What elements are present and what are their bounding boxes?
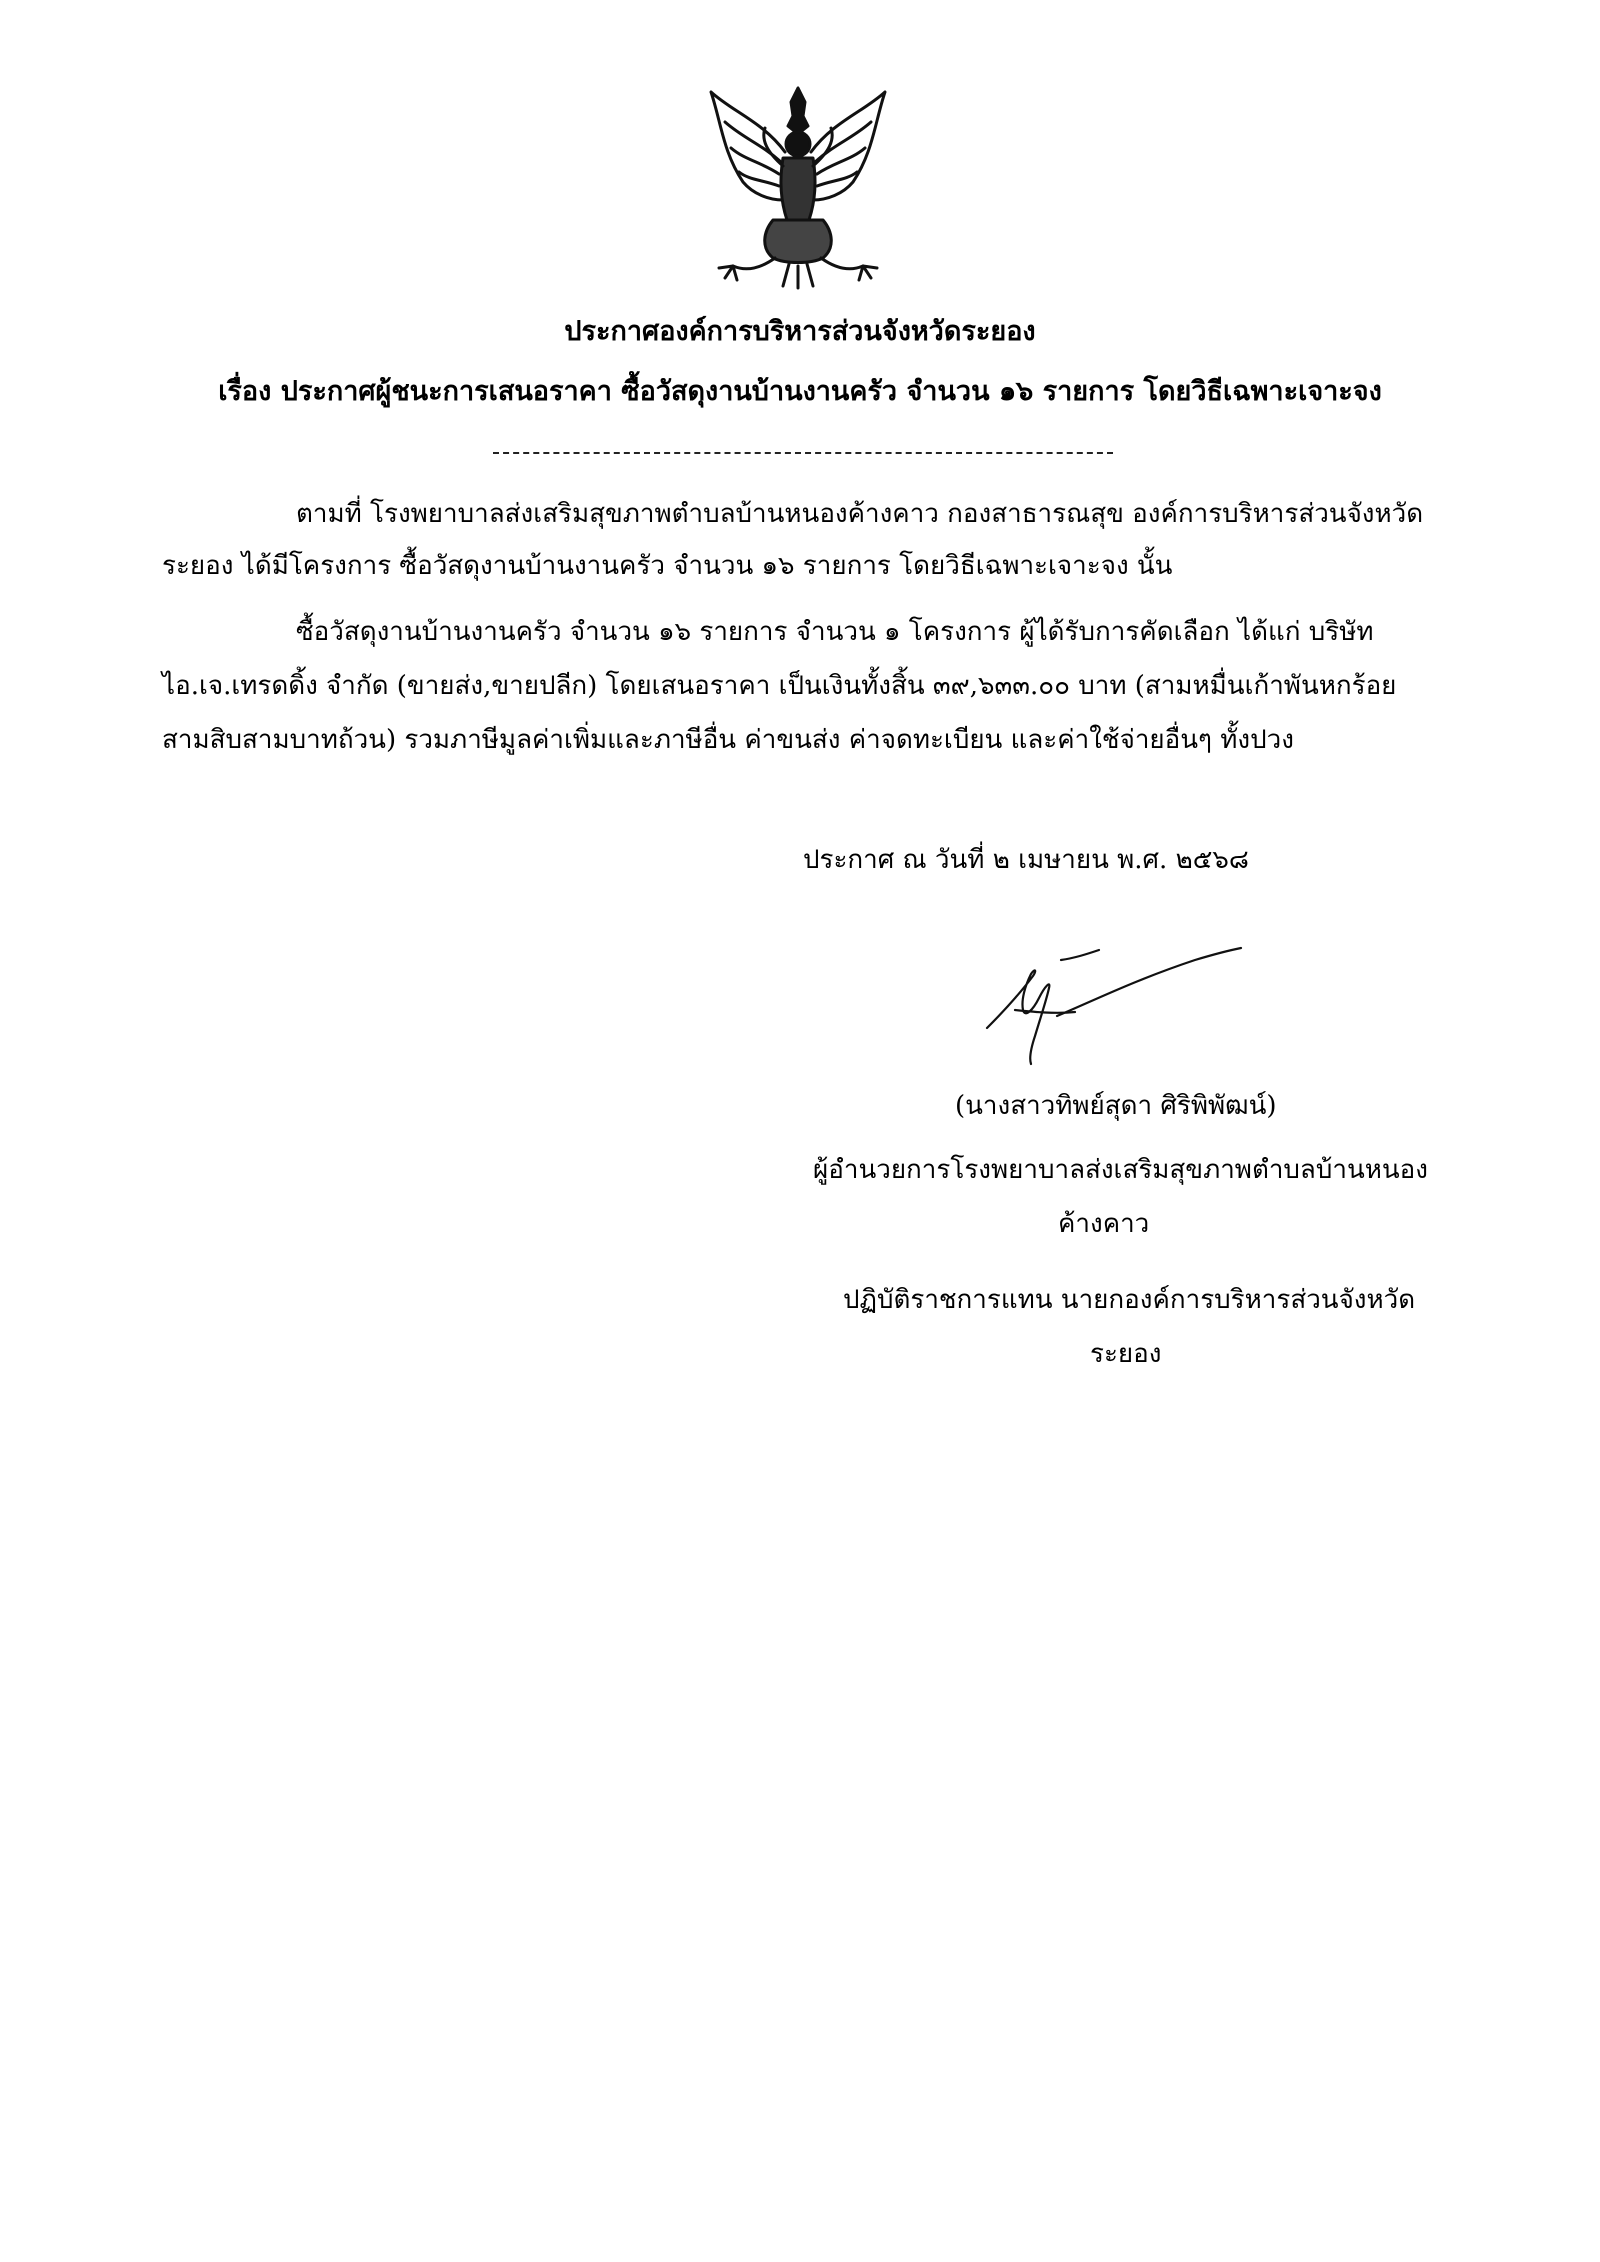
- document-subject: เรื่อง ประกาศผู้ชนะการเสนอราคา ซื้อวัสดุงานบ้านงานครัว จำนวน ๑๖ รายการ โดยวิธีเฉพาะเจาะจง: [218, 376, 1382, 407]
- document-title: ประกาศองค์การบริหารส่วนจังหวัดระยอง: [564, 316, 1036, 347]
- paragraph-1-line-2: ระยอง ได้มีโครงการ ซื้อวัสดุงานบ้านงานครัว จำนวน ๑๖ รายการ โดยวิธีเฉพาะเจาะจง นั้น: [162, 551, 1173, 581]
- signatory-name: (นางสาวทิพย์สุดา ศิริพิพัฒน์): [955, 1091, 1277, 1121]
- handwritten-signature: [975, 940, 1255, 1070]
- signatory-acting-line-1: ปฏิบัติราชการแทน นายกองค์การบริหารส่วนจังหวัด: [843, 1285, 1416, 1315]
- garuda-emblem-icon: [703, 82, 893, 292]
- announce-date: ประกาศ ณ วันที่ ๒ เมษายน พ.ศ. ๒๕๖๘: [803, 845, 1249, 875]
- paragraph-2-line-3: สามสิบสามบาทถ้วน) รวมภาษีมูลค่าเพิ่มและภาษีอื่น ค่าขนส่ง ค่าจดทะเบียน และค่าใช้จ่ายอื่นๆ ทั้งปวง: [162, 725, 1294, 755]
- paragraph-2-line-2: ไอ.เจ.เทรดดิ้ง จำกัด (ขายส่ง,ขายปลีก) โดยเสนอราคา เป็นเงินทั้งสิ้น ๓๙,๖๓๓.๐๐ บาท (สามหมื่นเก้าพันหกร้อย: [162, 671, 1397, 701]
- signatory-position-line-1: ผู้อำนวยการโรงพยาบาลส่งเสริมสุขภาพตำบลบ้านหนอง: [813, 1155, 1428, 1185]
- signatory-acting-line-2: ระยอง: [1090, 1339, 1162, 1369]
- paragraph-1-line-1: ตามที่ โรงพยาบาลส่งเสริมสุขภาพตำบลบ้านหนองค้างคาว กองสาธารณสุข องค์การบริหารส่วนจังหวัด: [296, 499, 1424, 529]
- paragraph-2-line-1: ซื้อวัสดุงานบ้านงานครัว จำนวน ๑๖ รายการ จำนวน ๑ โครงการ ผู้ได้รับการคัดเลือก ได้แก่ บริษัท: [296, 617, 1374, 647]
- dashed-divider: [493, 452, 1113, 454]
- signatory-position-line-2: ค้างคาว: [1058, 1209, 1150, 1239]
